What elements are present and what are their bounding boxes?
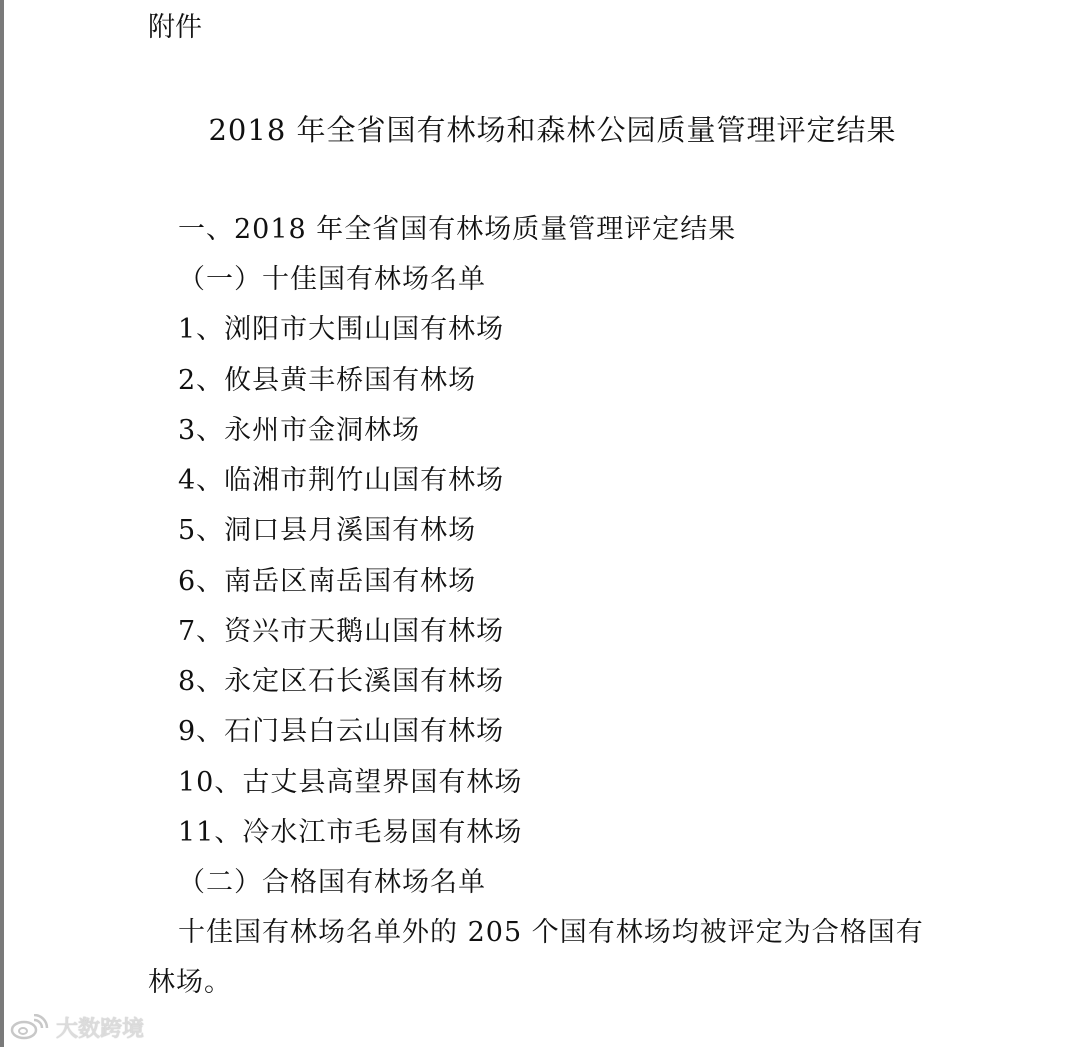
watermark-text: 大数跨境 (56, 1016, 145, 1042)
document-title: 2018 年全省国有林场和森林公园质量管理评定结果 (208, 113, 897, 147)
subsection-heading-top-ten: （一）十佳国有林场名单 (178, 264, 486, 295)
list-item: 5、洞口县月溪国有林场 (178, 515, 477, 546)
list-item: 8、永定区石长溪国有林场 (178, 666, 505, 697)
paragraph-line: 林场。 (148, 967, 232, 998)
list-item: 11、冷水江市毛易国有林场 (178, 817, 523, 848)
watermark (10, 1012, 144, 1042)
list-item: 10、古丈县高望界国有林场 (178, 767, 523, 798)
subsection-heading-qualified: （二）合格国有林场名单 (178, 867, 486, 898)
list-item: 1、浏阳市大围山国有林场 (178, 314, 505, 345)
section-heading: 一、2018 年全省国有林场质量管理评定结果 (178, 214, 737, 245)
list-item: 6、南岳区南岳国有林场 (178, 566, 477, 597)
paragraph-line: 十佳国有林场名单外的 205 个国有林场均被评定为合格国有 (178, 917, 924, 948)
list-item: 4、临湘市荆竹山国有林场 (178, 465, 505, 496)
page-edge-rule (0, 0, 4, 1047)
list-item: 7、资兴市天鹅山国有林场 (178, 616, 505, 647)
list-item: 9、石门县白云山国有林场 (178, 716, 505, 747)
attachment-label: 附件 (148, 12, 202, 43)
list-item: 2、攸县黄丰桥国有林场 (178, 365, 477, 396)
list-item: 3、永州市金洞林场 (178, 415, 421, 446)
weibo-logo-icon (10, 1014, 50, 1040)
